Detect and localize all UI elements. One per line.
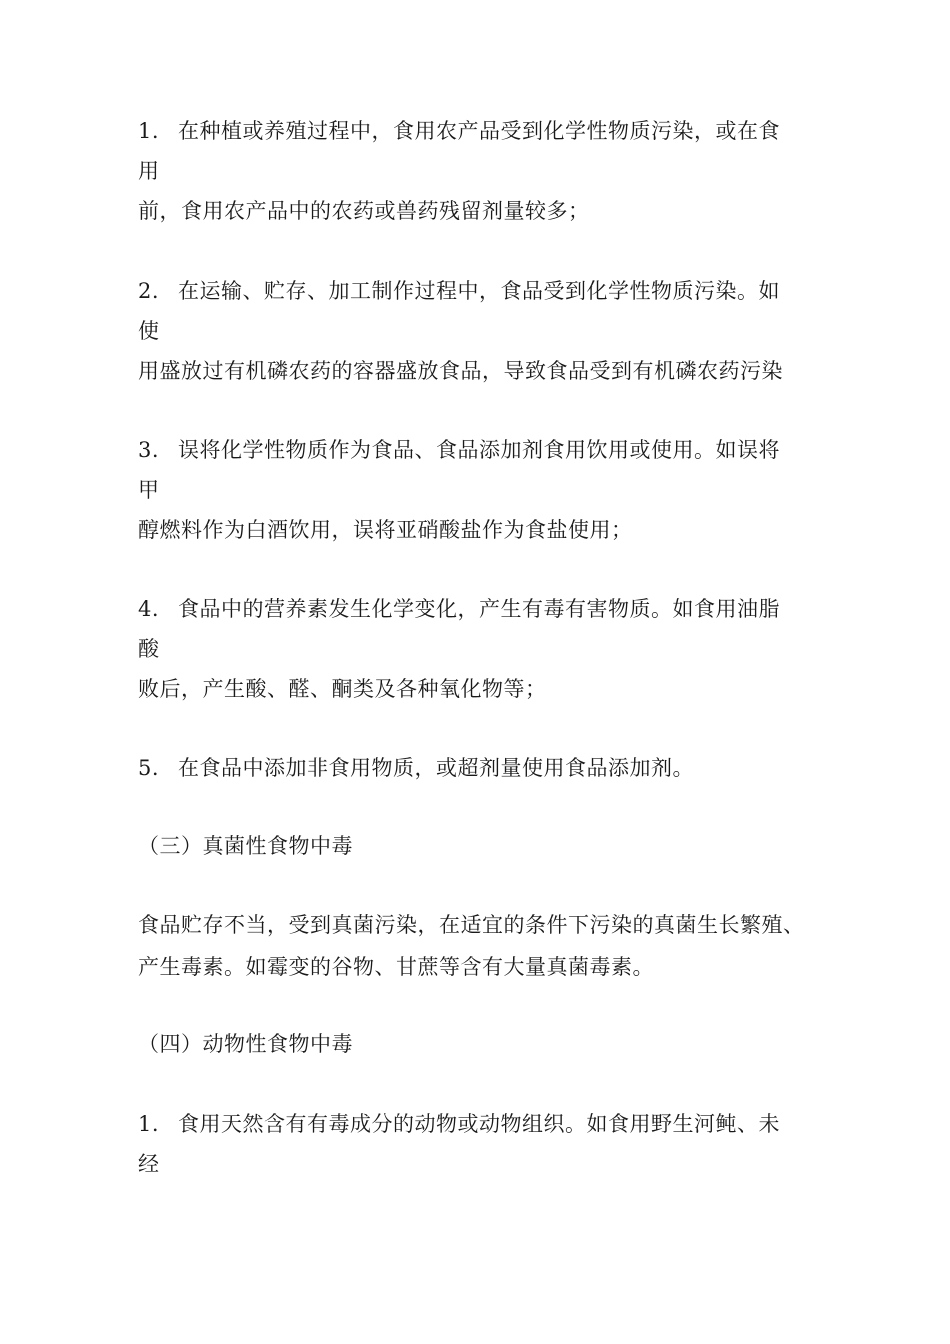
item-4-number: 4.	[138, 597, 160, 621]
animal-item-1-line-2: 经	[138, 1152, 160, 1176]
item-5-line-1	[138, 754, 694, 782]
item-4-line-3: 败后，产生酸、醛、酮类及各种氧化物等；	[138, 677, 547, 701]
item-2-line-1	[138, 277, 780, 305]
animal-item-1-text: 食用天然含有有毒成分的动物或动物组织。如食用野生河鲀、未	[178, 1112, 780, 1136]
fungal-para-line-1: 食品贮存不当，受到真菌污染，在适宜的条件下污染的真菌生长繁殖、	[138, 913, 805, 937]
animal-item-1-number: 1.	[138, 1112, 160, 1136]
item-3-line-1	[138, 436, 780, 464]
item-2-line-3: 用盛放过有机磷农药的容器盛放食品，导致食品受到有机磷农药污染	[138, 359, 783, 383]
item-1-number: 1.	[138, 119, 160, 143]
item-2-text: 在运输、贮存、加工制作过程中，食品受到化学性物质污染。如	[178, 279, 780, 303]
item-4-line-2: 酸	[138, 637, 160, 661]
item-5-text: 在食品中添加非食用物质，或超剂量使用食品添加剂。	[178, 756, 694, 780]
item-1-line-3: 前，食用农产品中的农药或兽药残留剂量较多；	[138, 199, 590, 223]
fungal-para-line-2: 产生毒素。如霉变的谷物、甘蔗等含有大量真菌毒素。	[138, 955, 654, 979]
item-3-number: 3.	[138, 438, 160, 462]
item-3-line-3: 醇燃料作为白酒饮用，误将亚硝酸盐作为食盐使用；	[138, 518, 633, 542]
item-3-line-2: 甲	[138, 478, 160, 502]
item-2-number: 2.	[138, 279, 160, 303]
item-2-line-2: 使	[138, 319, 160, 343]
item-5-number: 5.	[138, 756, 160, 780]
item-3-text: 误将化学性物质作为食品、食品添加剂食用饮用或使用。如误将	[178, 438, 780, 462]
item-4-line-1	[138, 595, 780, 623]
heading-fungal-poisoning: （三）真菌性食物中毒	[138, 834, 353, 858]
item-1-line-2: 用	[138, 159, 160, 183]
animal-item-1-line-1	[138, 1110, 780, 1138]
item-1-line-1	[138, 117, 780, 145]
heading-animal-poisoning: （四）动物性食物中毒	[138, 1032, 353, 1056]
item-4-text: 食品中的营养素发生化学变化，产生有毒有害物质。如食用油脂	[178, 597, 780, 621]
item-1-text: 在种植或养殖过程中，食用农产品受到化学性物质污染，或在食	[178, 119, 780, 143]
